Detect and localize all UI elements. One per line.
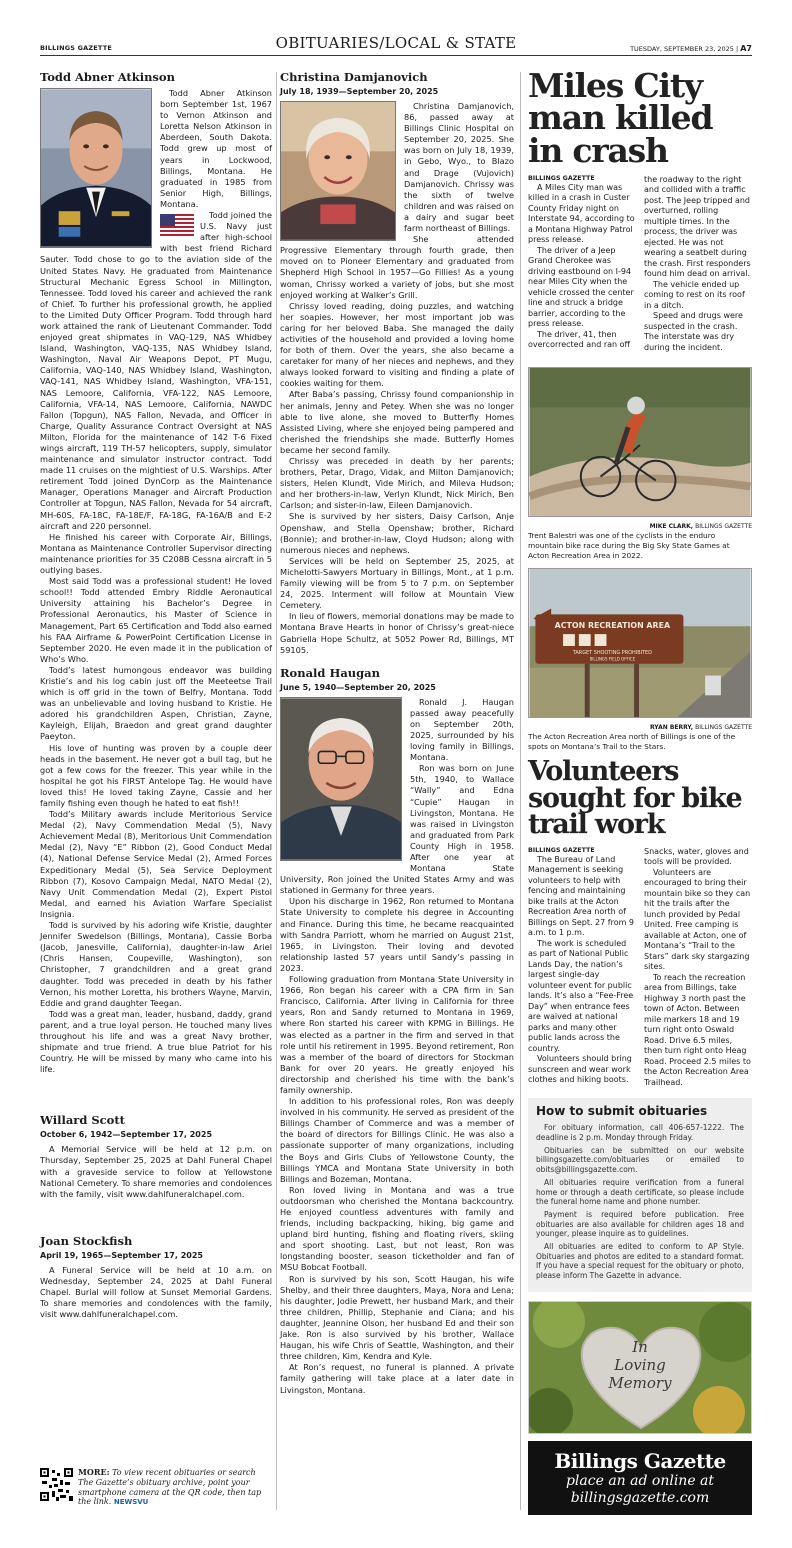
more-description: To view recent obituaries or search The Gazette’s obituary archive, point your smartphone camera at the QR code, then tap the link. — [78, 1468, 262, 1507]
paragraph: Todd is survived by his adoring wife Kristie, daughter Jennifer Swedelson (Billings, Montana), Cassie Borba (Jacob, Janesville, California), daughter-in-law Ariel (Chris Hansen, Coupeville, Washington), son Christopher, 7 grandchildren and a great grand daughter. Todd was preceded in death by his father Vernon, his mother Loretta, his brothers Wayne, Marvin, Eddie and grand daughter Teegan. — [40, 920, 272, 1008]
story-body — [528, 847, 752, 1089]
memory-line: In — [632, 1337, 648, 1356]
obituary-name: Todd Abner Atkinson — [40, 70, 175, 84]
obituary-dates: July 18, 1939—September 20, 2025 — [280, 87, 439, 96]
paragraph: Ronald J. Haugan passed away peacefully on September 20th, 2025, surrounded by his loving family in Billings, Montana. — [410, 696, 514, 763]
page-date: TUESDAY, SEPTEMBER 23, 2025 | A7 — [630, 44, 752, 53]
story-body — [528, 175, 752, 354]
paragraph: Following graduation from Montana State University in 1966, Ron began his career with a CPA firm in San Francisco, California. After living in California for three years, Ron and Sandy returned to Montana in 1969, where Ron started his career with KPMG in Billings. He was elected as a partner in the firm and served in that role until his retirement in 1995. Beyond retirement, Ron was a member of the board of directors for Stockman Bank for over 20 years. He greatly enjoyed his directorship and cherished his time with the bank’s family ownership. — [280, 974, 514, 1095]
column-right — [528, 66, 752, 1515]
paragraph: He finished his career with Corporate Air, Billings, Montana as Maintenance Controller Supervisor directing maintenance priorities for 35 C208B Cessna aircraft in 5 outlying bases. — [40, 531, 272, 576]
paragraph: Todd Abner Atkinson born September 1st, 1967 to Vernon Atkinson and Loretta Nelson Atkinson in Aberdeen, South Dakota. Todd grew up most of years in Lockwood, Billings, Montana. He graduated in 1985 from Senior High, Billings, Montana. — [160, 88, 272, 209]
paragraph: All obituaries require verification from a funeral home or through a death certificate, so please include the funeral home name and phone number. — [536, 1177, 744, 1207]
obituary-dates: June 5, 1940—September 20, 2025 — [280, 682, 436, 692]
paragraph: After Baba’s passing, Chrissy found companionship in her animals, Jenny and Petey. When she was no longer able to live alone, she moved to Butterfly Homes Assisted Living, where she enjoyed being pampered and cherished the friendships she made. Butterfly Homes became her second family. — [280, 389, 514, 455]
story-volunteers — [528, 756, 752, 1088]
story-headline: Miles City man killed in crash — [528, 66, 713, 170]
date-text: TUESDAY, SEPTEMBER 23, 2025 — [630, 45, 734, 53]
paragraph: A Memorial Service will be held at 12 p.m. on Thursday, September 25, 2025 at Dahl Funeral Chapel with a graveside service to follow at Yellowstone National Cemetery. To share memories and condolences with the family, visit www.dahlfuneralchapel.com. — [40, 1144, 272, 1199]
paragraph: Ron was born on June 5th, 1940, to Wallace “Wally” and Edna “Cupie” Haugan in Livingston, Montana. He was raised in Livingston and graduated from Park County High in 1958. After one year at Montana State University, Ron joined the United States Army and was stationed in Germany for three years. — [280, 763, 514, 896]
paragraph: His love of hunting was proven by a couple deer heads in the basement. He never got a bull tag, but he got a few cows for the freezer. This year while in the hospital he got his FIRST Antelope Tag. He would have loved this! He loved taking Zayne, Cassie and her family fishing even though he hated to eat fish!! — [40, 742, 272, 808]
more-label: MORE: — [78, 1467, 110, 1477]
photo-credit — [528, 724, 752, 731]
ad-url-link[interactable]: billingsgazette.com — [570, 1489, 710, 1506]
obituary-name: Christina Damjanovich — [280, 70, 428, 84]
paragraph: Volunteers are encouraged to bring their mountain bike so they can hit the trails after the lunch provided by Pedal United. Free camping is available at Acton, one of Montana’s “Trail to the Stars” dark sky stargazing sites. — [644, 867, 751, 972]
obituary-haugan — [280, 666, 514, 1396]
column-divider — [276, 72, 277, 1510]
place-ad-banner[interactable] — [528, 1441, 752, 1515]
column-divider — [520, 72, 521, 1510]
obituary-dates: April 19, 1965—September 17, 2025 — [40, 1250, 203, 1260]
paragraph: Most said Todd was a professional student! He loved school!! Todd attended Embry Riddle Aeronautical University attaining his Bachelor’s Degree in Professional Aeronautics, his Master of Science in Management, Part 65 Certification and Todd also earned his FAA Airframe & PowerPoint Certification License in September 2020. He even made it in the publication of Who’s Who. — [40, 576, 272, 664]
memory-line: Memory — [608, 1373, 672, 1392]
paragraph: For obituary information, call 406-657-1222. The deadline is 2 p.m. Monday through Friday. — [536, 1123, 744, 1143]
ad-line: place an ad online at — [565, 1472, 715, 1489]
portrait-photo-atkinson — [40, 88, 152, 248]
photo-mountain-biker — [528, 367, 752, 517]
more-obituaries-box — [40, 1468, 272, 1508]
paragraph: Upon his discharge in 1962, Ron returned to Montana State University to complete his degree in Accounting and Finance. During this time, he became reacquainted with Sandra Parriott, whom he married on August 21st, 1965, in Livingston. Their loving and devoted relationship lasted 57 years until Sandy’s passing in 2023. — [280, 896, 514, 973]
paragraph: Christina Damjanovich, 86, passed away at Billings Clinic Hospital on September 20, 2025. She was born on July 18, 1939, in Gebo, Wyo., to Blazo and Drage (Vujovich) Damjanovich. Chrissy was the sixth of twelve children and was raised on a dairy and sugar beet farm northeast of Billings. — [404, 101, 514, 234]
obituary-name: Joan Stockfish — [40, 1233, 133, 1248]
paragraph: She attended Progressive Elementary through fourth grade, then moved on to Pioneer Elementary and graduated from Shepherd High School in 1957—Go Fillies! As a young woman, Chrissy worked a variety of jobs, but she most enjoyed working at Walker’s Grill. — [280, 234, 514, 300]
obituary-damjanovich — [280, 70, 514, 656]
credit-name: RYAN BERRY, — [650, 724, 694, 732]
story-headline: Volunteers sought for bike trail work — [528, 756, 742, 841]
paragraph: The vehicle ended up coming to rest on its roof in a ditch. — [644, 279, 745, 310]
paragraph: Services will be held on September 25, 2025, at Michelotti-Sawyers Mortuary in Billings, Mont., at 1 p.m. Family viewing will be from 5 to 7 p.m. on September 24, 2025. Interment will follow at Mountain View Cemetery. — [280, 555, 514, 611]
paragraph: Speed and drugs were suspected in the crash. The interstate was dry during the incident. — [644, 311, 743, 352]
paragraph: Payment is required before publication. Free obituaries are also available for children ages 18 and younger, please inquire as to guidelines. — [536, 1209, 744, 1239]
paragraph: At Ron’s request, no funeral is planned. A private family gathering will take place at a later date in Livingston, Montana. — [280, 1362, 514, 1395]
paragraph: Ron loved living in Montana and was a true outdoorsman who cherished the Montana backcountry. He enjoyed countless adventures with family and friends, including backpacking, hiking, big game and upland bird hunting, fishing and floating rivers, skiing and sport shooting. Last, but not least, Ron was longstanding booster, season ticketholder and fan of MSU Bobcat Football. — [280, 1184, 514, 1273]
paragraph: The driver, 41, then overcorrected and ran off the roadway to the right and collided with a traffic post. The Jeep tripped and overturned, rolling multiple times. In the process, the driver was ejected. He was not wearing a seatbelt during the crash. First responders found him dead on arrival. — [528, 174, 751, 350]
paragraph: The work is scheduled as part of National Public Lands Day, the nation’s largest single-day volunteer event for public lands. It’s also a “Fee-Free Day” when entrance fees are waived at national parks and many other public lands across the country. — [528, 938, 634, 1053]
page-number: A7 — [740, 44, 752, 53]
sign-title: ACTON RECREATION AREA — [554, 621, 671, 631]
portrait-photo-haugan — [280, 697, 402, 861]
portrait-photo-damjanovich — [280, 101, 396, 241]
credit-org: BILLINGS GAZETTE — [695, 724, 752, 732]
column-middle — [280, 70, 514, 1396]
paragraph: All obituaries are edited to conform to AP Style. Obituaries and photos are edited to a standard format. If you have a special request for the obituary or photo, please inform The Gazette in advance. — [536, 1242, 744, 1281]
paragraph: The Bureau of Land Management is seeking volunteers to help with fencing and maintaining bike trails at the Acton Recreation Area north of Billings on Sept. 27 from 9 a.m. to 1 p.m. — [528, 854, 635, 938]
paragraph: A Miles City man was killed in a crash in Custer County Friday night on Interstate 94, according to a Montana Highway Patrol press release. — [528, 182, 635, 245]
memory-line: Loving — [614, 1355, 666, 1374]
credit-org: BILLINGS GAZETTE — [695, 523, 752, 531]
page-header — [40, 34, 752, 56]
sign-subtitle: TARGET SHOOTING PROHIBITED — [572, 650, 652, 657]
photo-credit — [528, 523, 752, 530]
paragraph: Todd’s Military awards include Meritorious Service Medal (2), Navy Commendation Medal (5), Navy Achievement Medal (8), Meritorious Unit Commendation Medal (2), Navy “E” Ribbon (2), Good Conduct Medal (4), National Defense Service Medal (2), Armed Forces Expeditionary Medal (5), Sea Service Deployment Ribbon (7), Kosovo Campaign Medal, NATO Medal (2), Navy Unit Commendation Medal (2), Expert Pistol Medal, and earned his Aviation Warfare Specialist Insignia. — [40, 809, 272, 919]
more-text — [78, 1468, 272, 1508]
how-to-submit-box — [528, 1098, 752, 1292]
paragraph: To reach the recreation area from Billings, take Highway 3 north past the town of Acton. Between mile markers 18 and 19 turn right onto Oswald Road. Drive 6.5 miles, then turn right onto Heag Road. Proceed 2.5 miles to the Acton Recreation Area Trailhead. — [644, 972, 751, 1087]
masthead-small: BILLINGS GAZETTE — [40, 44, 112, 52]
story-byline: BILLINGS GAZETTE — [528, 174, 595, 182]
paragraph: In lieu of flowers, memorial donations may be made to Montana Brave Hearts in honor of Chrissy’s great-niece Gabriella Hope Schultz, at 5052 Power Rd, Billings, MT 59105. — [280, 611, 514, 655]
paragraph: The driver of a Jeep Grand Cherokee was driving eastbound on I-94 near Miles City when the vehicle crossed the center line and struck a bridge barrier, according to the press release. — [528, 245, 634, 329]
section-title: OBITUARIES/LOCAL & STATE — [275, 34, 517, 52]
obituary-name: Willard Scott — [40, 1113, 125, 1128]
in-loving-memory-graphic — [528, 1301, 752, 1434]
paragraph: Chrissy was preceded in death by her parents; brothers, Petar, Drago, Vidak, and Milton Damjanovich; sisters, Helen Klundt, Vide Mirich, and Mileva Hudson; and her brothers-in-law, Verlyn Klundt, Nick Mirich, Ben Carlson; and sister-in-law, Eileen Damjanovich. — [280, 456, 514, 511]
obituary-atkinson — [40, 70, 272, 1075]
memory-text — [529, 1338, 751, 1392]
gazette-logo: Billings Gazette — [554, 1448, 726, 1473]
story-miles-city — [528, 66, 752, 353]
obituary-scott — [40, 1113, 272, 1199]
paragraph: Obituaries can be submitted on our website billingsgazette.com/obituaries or emailed to obits@billingsgazette.com. — [536, 1145, 744, 1175]
paragraph: In addition to his professional roles, Ron was deeply involved in his community. He served as president of the Billings Chamber of Commerce and was a member of the board of directors for Billings Clinic. He was also a passionate supporter of many organizations, including the Boys and Girls Clubs of Yellowstone County, the Billings YMCA and Montana State University in both Billings and Bozeman, Montana. — [280, 1096, 514, 1184]
sign-fine-print: BILLINGS FIELD OFFICE — [589, 657, 636, 663]
paragraph: Ron is survived by his son, Scott Haugan, his wife Shelby, and their three daughters, Maya, Nora and Lena; his daughter, Jodie Prewett, her husband Mark, and their three children, Phillip, Stephanie and Ciana; and his daughter, Jeannine Olson, her husband Ed and their son Jake. Ron is also survived by his brother, Wallace Haugan, his wife Chris of Seattle, Washington, and their three children, Kim, Kendra and Kyle. — [280, 1273, 514, 1362]
paragraph: Todd was a great man, leader, husband, daddy, grand parent, and a true loyal person. He touched many lives throughout his life and was a great Navy brother, shipmate and true friend. A true blue Patriot for his Country. He will be missed by many who came into his life. — [40, 1008, 272, 1075]
paragraph: Volunteers should bring sunscreen and wear work clothes and hiking boots. Snacks, water, gloves and tools will be provided. — [528, 846, 749, 1085]
paragraph: A Funeral Service will be held at 10 a.m. on Wednesday, September 24, 2025 at Dahl Funeral Chapel. Burial will follow at Sunset Memorial Gardens. To share memories and condolences with the family, visit www.dahlfuneralchapel.com. — [40, 1264, 272, 1320]
obituary-name: Ronald Haugan — [280, 665, 380, 680]
photo-caption: Trent Balestri was one of the cyclists in the enduro mountain bike race during the Big Sky State Games at Acton Recreation Area in 2022. — [528, 531, 730, 560]
paragraph: She is survived by her sisters, Daisy Carlson, Anje Openshaw, and Stella Openshaw; brother, Richard (Bonnie); and brother-in-law, Cloyd Hudson; along with numerous nieces and nephews. — [280, 511, 514, 555]
obituary-stockfish — [40, 1234, 272, 1320]
story-byline: BILLINGS GAZETTE — [528, 846, 595, 854]
paragraph: Chrissy loved reading, doing puzzles, and watching her soapies. However, her most important job was caring for her beloved Baba. She managed the daily activities of the household and provided a loving home for both of them. Over the years, she also became a caretaker for many of her nieces and nephews, and they always looked forward to visiting and finding a plate of cookies waiting for them. — [280, 300, 514, 389]
paragraph: Todd’s latest humongous endeavor was building Kristie’s and his log cabin just off the Meeteetse Trail which is off grid in the town of Belfry, Montana. Todd was an unbelievable and loving husband to Kristie. He adored his grandchildren Aspen, Christian, Zayne, Kayleigh, Elijah, Braedon and great grand daughter Paeyton. — [40, 664, 272, 742]
obituary-dates: October 6, 1942—September 17, 2025 — [40, 1130, 213, 1140]
newsvu-logo: NEWSVU — [113, 1498, 149, 1507]
us-flag-icon — [160, 214, 194, 236]
box-title: How to submit obituaries — [536, 1104, 708, 1119]
paragraph: Todd joined the U.S. Navy just after high-school with best friend Richard Sauter. Todd chose to go to the aviation side of the United States Navy. He graduated from Maintenance Structural Mechanic Egress School in Millington, Tennessee. Todd loved his career and achieved the rank of Chief. To further his professional growth, he applied to the Limited Duty Officer Program. Todd through hard work attained the rank of Lieutenant Commander. Todd enjoyed great shipmates in VAQ-129, NAS Whidbey Island, Washington, VAQ-135, NAS Whidbey Island, Washington, Naval Air Weapons Depot, PT Mugu, California, VAQ-140, NAS Whidbey Island, Washington, VAQ-141, NAS Whidbey Island, Washington, VFA-151, NAS Lemoore, California, VFA-122, NAS Lemoore, California, VFA-14, NAS Lemoore, California, NAWDC Fallon (Topgun), NAS Fallon, Nevada, and Officer in Charge, Quality Assurance Contract Oversight at NAS Milton, Florida for the maintenance of 142 T-6 Fixed wings aircraft, 119 TH-57 helicopters, supply, simulator maintenance and simulator instructor contract. Todd made 11 cruises on the mightiest of U.S. Warships. After retirement Todd joined DynCorp as the Maintenance Manager, Operations Manager and Aircraft Production Controller at Topgun, NAS Fallon, Nevada for 54 aircraft, MH-60S, FA-18C, FA-18E/F, FA-18G, FA-16A/B and E-2 aircraft and 220 personnel. — [40, 210, 272, 531]
credit-name: MIKE CLARK, — [649, 523, 694, 531]
column-left — [40, 70, 272, 1320]
photo-caption: The Acton Recreation Area north of Billings is one of the spots on Montana’s Trail to the Stars. — [528, 732, 736, 751]
photo-acton-sign — [528, 568, 752, 718]
qr-code[interactable] — [40, 1468, 73, 1501]
